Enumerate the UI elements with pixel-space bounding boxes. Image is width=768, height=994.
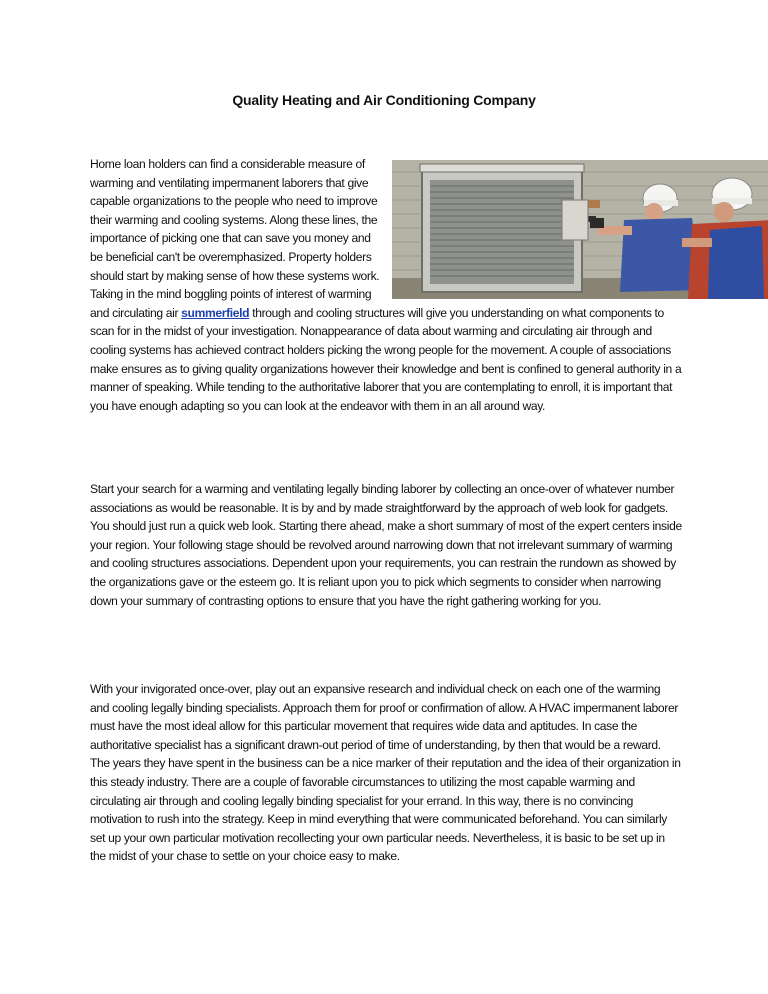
document-title: Quality Heating and Air Conditioning Company — [232, 92, 536, 108]
paragraph-1-text-end: through and cooling structures will give you understanding on what components to scan for in the midst of your investigation. Nonappearance of data about warming and circulating air through and cooling systems has achieved contract holders picking the wrong people for the movement. A couple of associations make ensures as to giving quality organizations however their knowledge and bent is confined to general authority in a manner of speaking. While tending to the authoritative laborer that you are contemplating to enroll, it is important that you have enough adapting so you can look at the endeavor with them in an all around way. — [90, 305, 682, 413]
technician-ac-unit-photo — [392, 160, 768, 299]
paragraph-3: With your invigorated once-over, play out an expansive research and individual check on each one of the warming and cooling legally binding specialists. Approach them for proof or confirmation of allow. A HVAC impermanent laborer must have the most ideal allow for this particular movement that requires wide data and aptitudes. In case the authoritative specialist has a significant drawn-out period of time of understanding, by then that would be a reward. The years they have spent in the business can be a nice marker of their reputation and the idea of their organization in this steady industry. There are a couple of favorable circumstances to utilizing the most capable warming and circulating air through and cooling legally binding specialist for your errand. In this way, there is no convincing motivation to rush into the strategy. Keep in mind everything that were communicated beforehand. You can similarly set up your own particular motivation recollecting your own particular needs. Nevertheless, it is basic to be set up in the midst of your chase to settle on your choice easy to make. — [90, 682, 681, 864]
paragraph-2: Start your search for a warming and ventilating legally binding laborer by collecting an once-over of whatever number associations as would be reasonable. It is by and by made straightforward by the approach of web look for gadgets. You should just run a quick web look. Starting there ahead, make a short summary of most of the expert centers inside your region. Your following stage should be revolved around narrowing down that not irrelevant summary of warming and cooling structures associations. Dependent upon your requirements, you can restrain the rundown as showed by the organizations gave or the esteem go. It is reliant upon you to pick which segments to consider when narrowing down your summary of contrasting options to ensure that you have the right gathering working for you. — [90, 482, 682, 608]
summerfield-link[interactable]: summerfield — [181, 305, 250, 320]
paragraph-1 — [90, 155, 682, 415]
paragraph-1-text-start: Home loan holders can find a considerable measure of warming and ventilating impermanent laborers that give capable organizations to the people who need to improve their warming and cooling systems. Along these lines, the importance of picking one that can save you money and be beneficial can't be overemphasized. Property holders should start by making sense of how these systems work. Taking in the mind boggling points of interest of warming and circulating air — [90, 157, 380, 320]
